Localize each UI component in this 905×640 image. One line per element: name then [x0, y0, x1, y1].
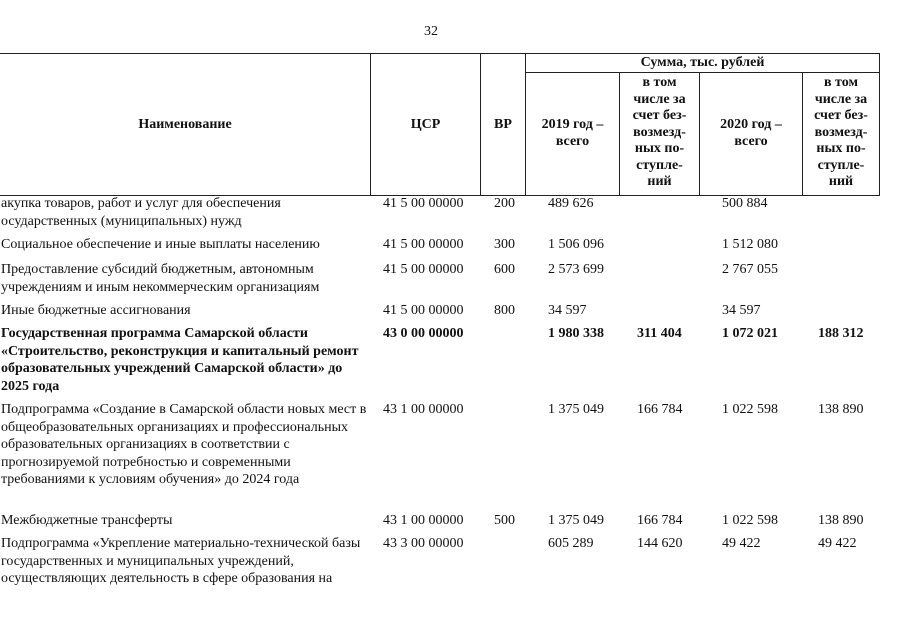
row-2019-free: 311 404 — [637, 326, 682, 341]
header-2020-free: в том числе за счет без- возмезд- ных по- ступле- ний — [814, 75, 868, 189]
row-name: Подпрограмма «Создание в Самарской области новых мест в общеобразовательных организациях и профессиональных образовательных организациях в соответствии с прогнозируемой потребностью и современными требованиями к условиям обучения» до 2024 года — [1, 402, 367, 487]
row-2019-free: 166 784 — [637, 402, 683, 417]
row-2019-total: 489 626 — [548, 196, 594, 211]
row-2019-total: 34 597 — [548, 303, 587, 318]
page-number: 32 — [424, 24, 438, 39]
table-top-border — [0, 53, 880, 54]
row-csr: 43 0 00 00000 — [383, 326, 464, 341]
row-2020-free: 49 422 — [818, 536, 857, 551]
row-2020-total: 34 597 — [722, 303, 761, 318]
row-2020-free: 138 890 — [818, 402, 864, 417]
header-2019-free: в том числе за счет без- возмезд- ных по- ступле- ний — [632, 75, 687, 189]
row-2020-free: 188 312 — [818, 326, 864, 341]
header-2020-total: 2020 год – всего — [720, 117, 782, 149]
row-2020-total: 2 767 055 — [722, 262, 778, 277]
row-2019-total: 1 506 096 — [548, 237, 604, 252]
sum-group-divider — [525, 72, 880, 73]
header-name: Наименование — [138, 117, 232, 132]
row-name: Предоставление субсидий бюджетным, автономным учреждениям и иным некоммерческим организациям — [1, 262, 320, 295]
row-csr: 43 1 00 00000 — [383, 402, 464, 417]
row-name: Социальное обеспечение и иные выплаты населению — [1, 237, 320, 252]
row-name: Подпрограмма «Укрепление материально-технической базы государственных и муниципальных учреждений, осуществляющих деятельность в сфере образования на — [1, 536, 361, 586]
row-csr: 41 5 00 00000 — [383, 237, 464, 252]
row-2020-free: 138 890 — [818, 513, 864, 528]
row-csr: 41 5 00 00000 — [383, 196, 464, 211]
row-2019-total: 2 573 699 — [548, 262, 604, 277]
header-2019-total: 2019 год – всего — [541, 117, 604, 149]
row-2019-total: 605 289 — [548, 536, 594, 551]
row-2019-total: 1 375 049 — [548, 402, 604, 417]
header-sum-group: Сумма, тыс. рублей — [640, 55, 765, 70]
row-2020-total: 49 422 — [722, 536, 761, 551]
row-2019-free: 166 784 — [637, 513, 683, 528]
row-2019-free: 144 620 — [637, 536, 683, 551]
row-csr: 43 1 00 00000 — [383, 513, 464, 528]
row-2020-total: 1 022 598 — [722, 402, 778, 417]
row-name: Межбюджетные трансферты — [1, 513, 173, 528]
row-2020-total: 1 022 598 — [722, 513, 778, 528]
row-name: Государственная программа Самарской области «Строительство, реконструкция и капитальный ремонт образовательных учреждений Самарской области» до 2025 года — [1, 326, 359, 394]
row-2020-total: 500 884 — [722, 196, 768, 211]
row-vr: 500 — [494, 513, 515, 528]
row-vr: 200 — [494, 196, 515, 211]
row-vr: 800 — [494, 303, 515, 318]
row-vr: 600 — [494, 262, 515, 277]
row-2020-total: 1 512 080 — [722, 237, 778, 252]
row-name: акупка товаров, работ и услуг для обеспечения осударственных (муниципальных) нужд — [1, 196, 281, 229]
header-vr: ВР — [494, 117, 512, 132]
row-2020-total: 1 072 021 — [722, 326, 778, 341]
row-2019-total: 1 375 049 — [548, 513, 604, 528]
row-name: Иные бюджетные ассигнования — [1, 303, 191, 318]
row-csr: 41 5 00 00000 — [383, 303, 464, 318]
row-csr: 41 5 00 00000 — [383, 262, 464, 277]
row-vr: 300 — [494, 237, 515, 252]
row-csr: 43 3 00 00000 — [383, 536, 464, 551]
row-2019-total: 1 980 338 — [548, 326, 604, 341]
table-right-border — [879, 53, 880, 196]
header-csr: ЦСР — [410, 117, 441, 132]
